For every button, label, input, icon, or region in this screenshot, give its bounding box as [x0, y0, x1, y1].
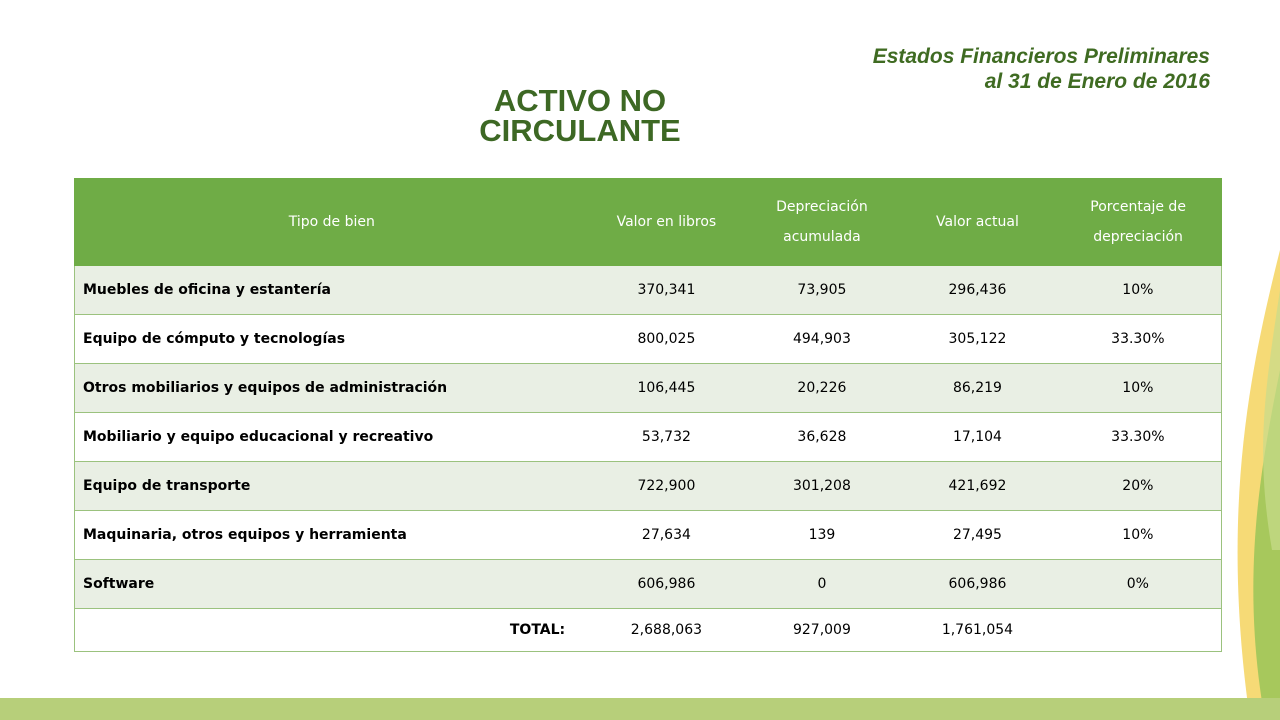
cell-current-value: 421,692 — [900, 462, 1055, 511]
cell-percentage: 33.30% — [1055, 413, 1222, 462]
cell-depreciation: 36,628 — [744, 413, 901, 462]
table-row — [75, 462, 1222, 511]
table-row — [75, 560, 1222, 609]
cell-asset-type: Maquinaria, otros equipos y herramienta — [75, 511, 590, 560]
page-title — [440, 83, 720, 148]
cell-asset-type: Software — [75, 560, 590, 609]
cell-book-value: 606,986 — [589, 560, 744, 609]
cell-depreciation: 301,208 — [744, 462, 901, 511]
cell-asset-type: Equipo de transporte — [75, 462, 590, 511]
column-header: Tipo de bien — [75, 179, 590, 266]
cell-percentage: 10% — [1055, 511, 1222, 560]
cell-asset-type: Otros mobiliarios y equipos de administración — [75, 364, 590, 413]
table-row — [75, 413, 1222, 462]
cell-depreciation: 139 — [744, 511, 901, 560]
title-line-2: CIRCULANTE — [479, 113, 681, 148]
column-header: Valor en libros — [589, 179, 744, 266]
subtitle-line-1: Estados Financieros Preliminares — [872, 45, 1210, 68]
cell-current-value: 17,104 — [900, 413, 1055, 462]
cell-book-value: 27,634 — [589, 511, 744, 560]
total-current-value: 1,761,054 — [900, 609, 1055, 652]
cell-book-value: 106,445 — [589, 364, 744, 413]
table-header-row — [75, 179, 1222, 266]
total-percentage-empty — [1055, 609, 1222, 652]
cell-percentage: 10% — [1055, 266, 1222, 315]
cell-depreciation: 0 — [744, 560, 901, 609]
total-depreciation: 927,009 — [744, 609, 901, 652]
cell-depreciation: 20,226 — [744, 364, 901, 413]
cell-depreciation: 73,905 — [744, 266, 901, 315]
cell-depreciation: 494,903 — [744, 315, 901, 364]
cell-percentage: 20% — [1055, 462, 1222, 511]
cell-percentage: 10% — [1055, 364, 1222, 413]
cell-asset-type: Equipo de cómputo y tecnologías — [75, 315, 590, 364]
total-label: TOTAL: — [75, 609, 590, 652]
table-row — [75, 266, 1222, 315]
cell-book-value: 370,341 — [589, 266, 744, 315]
cell-current-value: 86,219 — [900, 364, 1055, 413]
bottom-band — [0, 698, 1280, 720]
cell-current-value: 27,495 — [900, 511, 1055, 560]
column-header: Valor actual — [900, 179, 1055, 266]
cell-book-value: 53,732 — [589, 413, 744, 462]
subtitle-line-2: al 31 de Enero de 2016 — [984, 70, 1210, 93]
report-subtitle — [873, 44, 1210, 94]
assets-table — [74, 178, 1222, 652]
table-row — [75, 315, 1222, 364]
cell-asset-type: Muebles de oficina y estantería — [75, 266, 590, 315]
cell-percentage: 0% — [1055, 560, 1222, 609]
column-header: Porcentaje de depreciación — [1055, 179, 1222, 266]
table-row — [75, 364, 1222, 413]
cell-asset-type: Mobiliario y equipo educacional y recreativo — [75, 413, 590, 462]
cell-book-value: 722,900 — [589, 462, 744, 511]
cell-percentage: 33.30% — [1055, 315, 1222, 364]
table-row — [75, 511, 1222, 560]
title-line-1: ACTIVO NO — [493, 83, 667, 118]
column-header: Depreciación acumulada — [744, 179, 901, 266]
cell-book-value: 800,025 — [589, 315, 744, 364]
cell-current-value: 296,436 — [900, 266, 1055, 315]
total-book-value: 2,688,063 — [589, 609, 744, 652]
cell-current-value: 305,122 — [900, 315, 1055, 364]
table-total-row — [75, 609, 1222, 652]
cell-current-value: 606,986 — [900, 560, 1055, 609]
